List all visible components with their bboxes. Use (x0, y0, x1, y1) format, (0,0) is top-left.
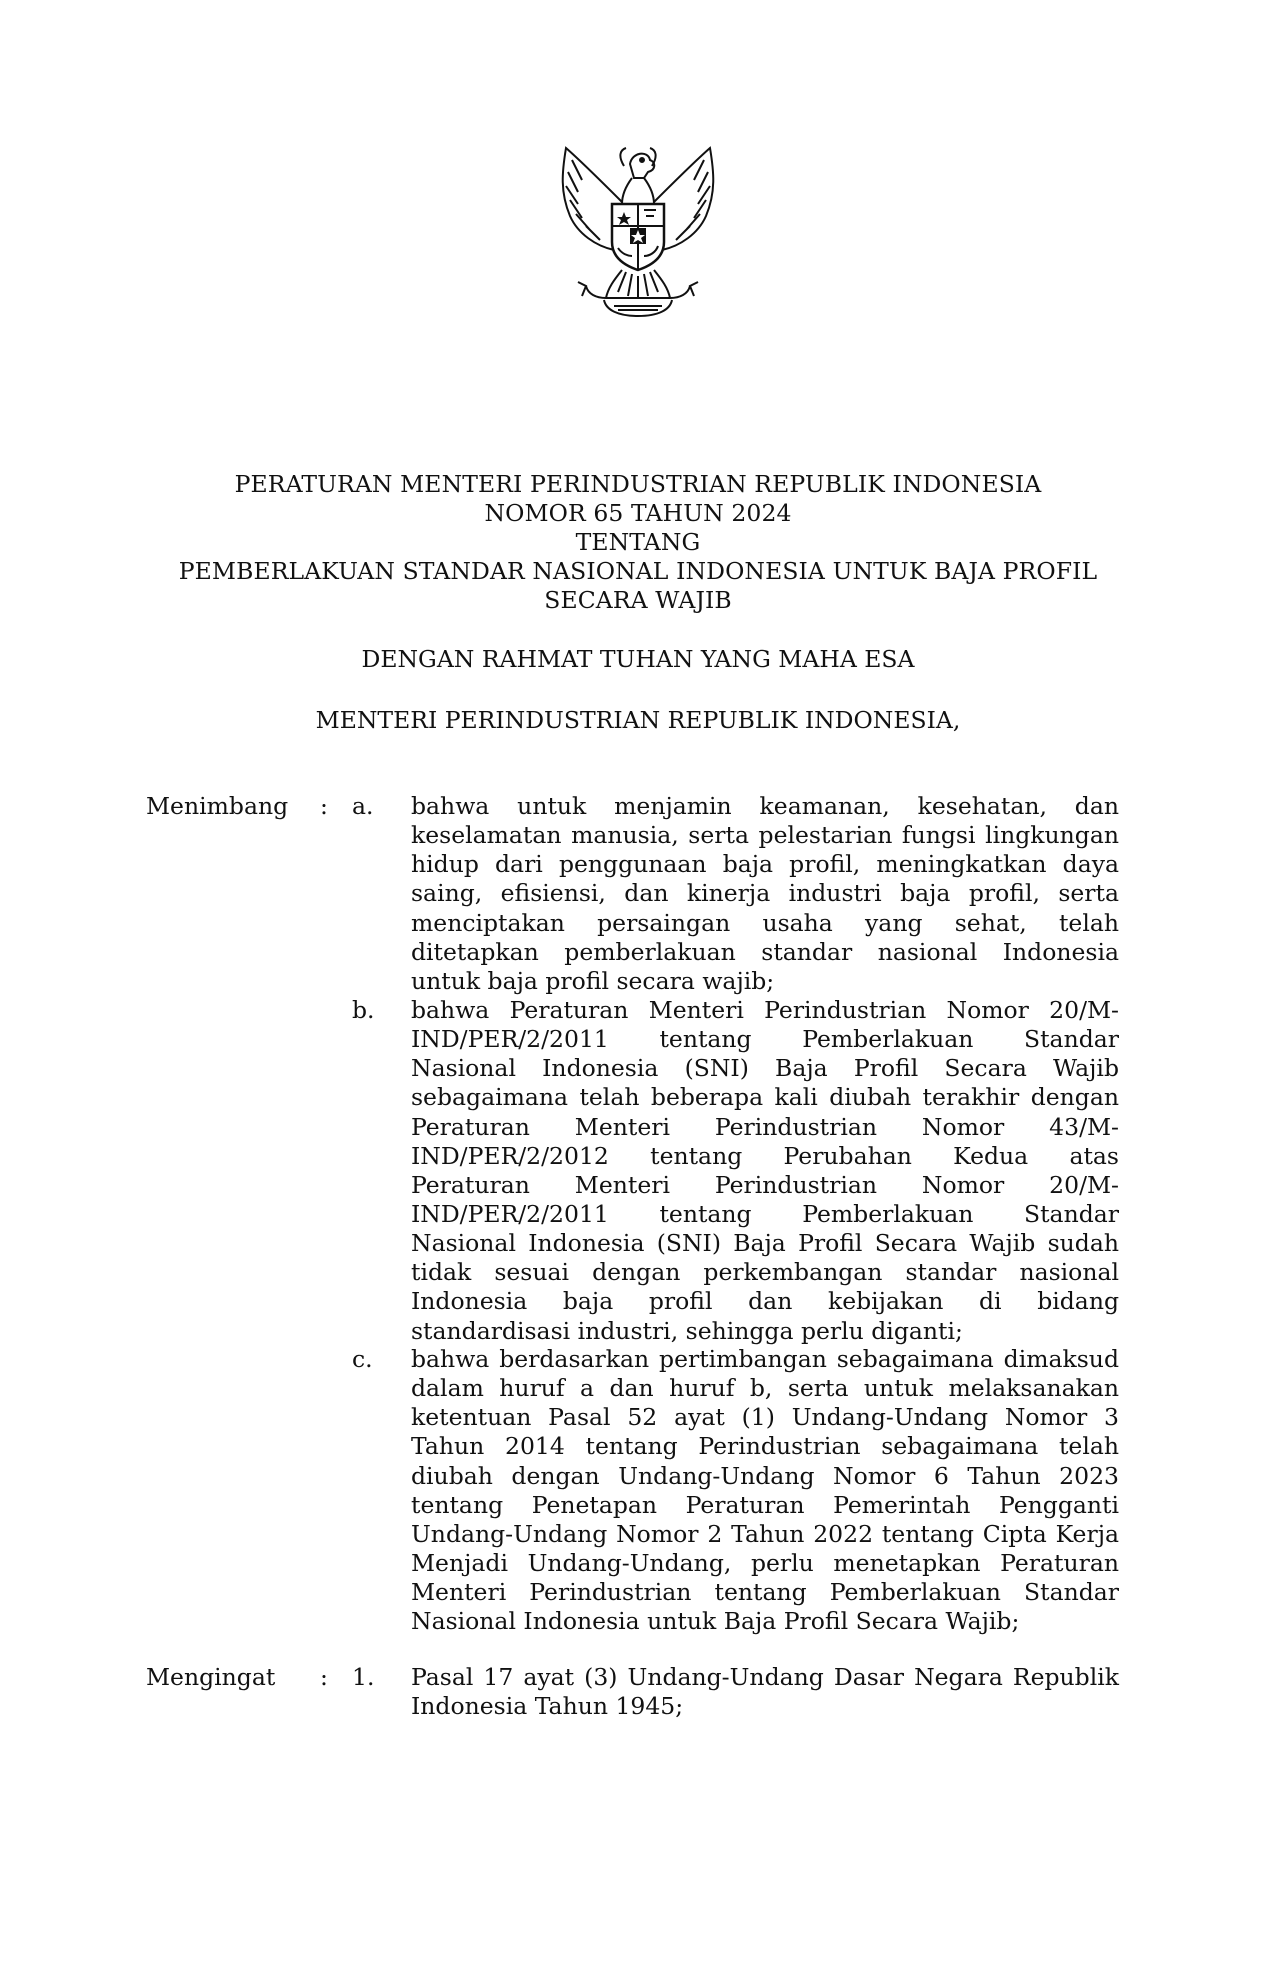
text-line: bahwa untuk menjamin keamanan, kesehatan, dan (411, 792, 1119, 820)
item-marker: c. (352, 1345, 373, 1373)
menimbang-item-a (411, 792, 1119, 996)
item-marker: a. (352, 792, 374, 820)
title-line: PEMBERLAKUAN STANDAR NASIONAL INDONESIA UNTUK BAJA PROFIL (178, 557, 1098, 585)
text-line: standardisasi industri, sehingga perlu diganti; (411, 1316, 963, 1345)
text-line: Pasal 17 ayat (3) Undang-Undang Dasar Negara Republik (411, 1663, 1119, 1691)
item-marker: b. (352, 996, 375, 1024)
text-line: Menjadi Undang-Undang, perlu menetapkan Peraturan (411, 1548, 1119, 1577)
text-line: Peraturan Menteri Perindustrian Nomor 43/M- (411, 1112, 1119, 1141)
text-line: Tahun 2014 tentang Perindustrian sebagaimana telah (411, 1432, 1119, 1461)
item-marker: 1. (352, 1663, 375, 1691)
text-line: Indonesia Tahun 1945; (411, 1692, 684, 1721)
text-line: saing, efisiensi, dan kinerja industri baja profil, serta (411, 879, 1119, 908)
authority: MENTERI PERINDUSTRIAN REPUBLIK INDONESIA, (315, 706, 961, 734)
text-line: IND/PER/2/2011 tentang Pemberlakuan Standar (411, 1199, 1119, 1228)
text-line: Peraturan Menteri Perindustrian Nomor 20/M- (411, 1170, 1119, 1199)
menimbang-item-c (411, 1345, 1119, 1636)
menimbang-label: Menimbang (146, 792, 289, 820)
regulation-title (0, 470, 1276, 615)
text-line: Menteri Perindustrian tentang Pemberlakuan Standar (411, 1578, 1119, 1607)
text-line: menciptakan persaingan usaha yang sehat, telah (411, 908, 1119, 937)
text-line: sebagaimana telah beberapa kali diubah terakhir dengan (411, 1083, 1119, 1112)
text-line: dalam huruf a dan huruf b, serta untuk melaksanakan (411, 1374, 1119, 1403)
text-line: Undang-Undang Nomor 2 Tahun 2022 tentang Cipta Kerja (411, 1519, 1119, 1548)
text-line: ditetapkan pemberlakuan standar nasional Indonesia (411, 937, 1119, 966)
menimbang-colon: : (320, 792, 328, 820)
text-line: Nasional Indonesia untuk Baja Profil Secara Wajib; (411, 1607, 1020, 1636)
text-line: diubah dengan Undang-Undang Nomor 6 Tahun 2023 (411, 1461, 1119, 1490)
text-line: bahwa berdasarkan pertimbangan sebagaimana dimaksud (411, 1345, 1119, 1373)
mengingat-item-1 (411, 1663, 1119, 1721)
text-line: Nasional Indonesia (SNI) Baja Profil Secara Wajib (411, 1054, 1119, 1083)
mengingat-label: Mengingat (146, 1663, 276, 1691)
title-line: SECARA WAJIB (544, 586, 732, 614)
title-line: PERATURAN MENTERI PERINDUSTRIAN REPUBLIK INDONESIA (234, 470, 1042, 498)
garuda-emblem-icon (552, 142, 724, 320)
text-line: keselamatan manusia, serta pelestarian fungsi lingkungan (411, 821, 1119, 850)
text-line: IND/PER/2/2011 tentang Pemberlakuan Standar (411, 1025, 1119, 1054)
text-line: untuk baja profil secara wajib; (411, 966, 775, 995)
menimbang-item-b (411, 996, 1119, 1346)
text-line: Indonesia baja profil dan kebijakan di bidang (411, 1287, 1119, 1316)
title-line: TENTANG (575, 528, 701, 556)
invocation: DENGAN RAHMAT TUHAN YANG MAHA ESA (361, 645, 915, 673)
text-line: hidup dari penggunaan baja profil, meningkatkan daya (411, 850, 1119, 879)
text-line: ketentuan Pasal 52 ayat (1) Undang-Undang Nomor 3 (411, 1403, 1119, 1432)
title-line: NOMOR 65 TAHUN 2024 (484, 499, 792, 527)
text-line: IND/PER/2/2012 tentang Perubahan Kedua atas (411, 1141, 1119, 1170)
text-line: bahwa Peraturan Menteri Perindustrian Nomor 20/M- (411, 996, 1119, 1024)
mengingat-colon: : (320, 1663, 328, 1691)
text-line: tentang Penetapan Peraturan Pemerintah Pengganti (411, 1490, 1119, 1519)
text-line: tidak sesuai dengan perkembangan standar nasional (411, 1258, 1119, 1287)
text-line: Nasional Indonesia (SNI) Baja Profil Secara Wajib sudah (411, 1229, 1119, 1258)
